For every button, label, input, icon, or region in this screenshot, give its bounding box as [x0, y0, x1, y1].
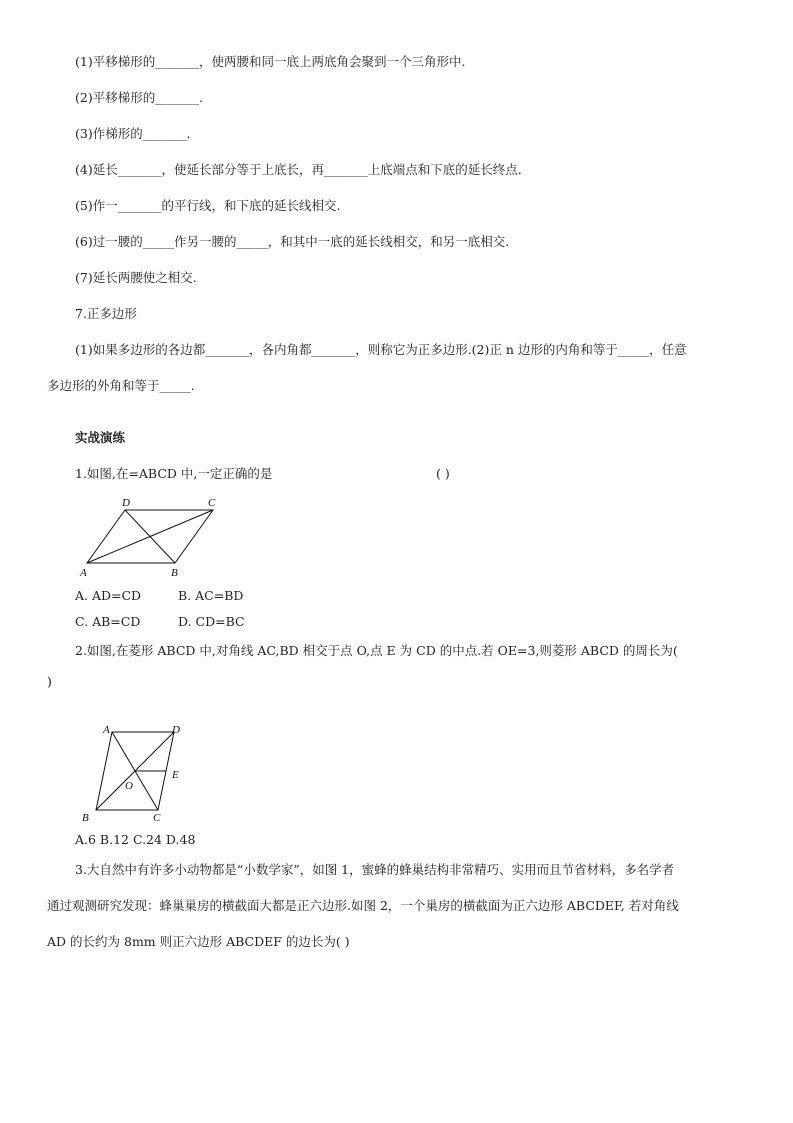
vertex-label-c: C	[153, 812, 161, 824]
trapezoid-method-6: (6)过一腰的_____作另一腰的_____，和其中一底的延长线相交，和另一底相交.	[75, 234, 510, 249]
q2-rhombus-figure	[76, 720, 196, 825]
trapezoid-method-1: (1)平移梯形的_______，使两腰和同一底上两底角会聚到一个三角形中.	[75, 54, 466, 69]
q1-option-d: D. CD=BC	[178, 614, 245, 629]
trapezoid-method-4: (4)延长_______，使延长部分等于上底长，再_______上底端点和下底的延长终点.	[75, 162, 522, 177]
vertex-label-b: B	[82, 812, 89, 824]
vertex-label-c: C	[208, 497, 216, 509]
trapezoid-method-7: (7)延长两腰使之相交.	[75, 270, 197, 285]
trapezoid-method-5: (5)作一_______的平行线，和下底的延长线相交.	[75, 198, 341, 213]
q2-stem-line-1: 2.如图,在菱形 ABCD 中,对角线 AC,BD 相交于点 O,点 E 为 CD 的中点.若 OE=3,则菱形 ABCD 的周长为(	[75, 643, 678, 658]
practice-heading: 实战演练	[75, 430, 126, 445]
trapezoid-method-3: (3)作梯形的_______.	[75, 126, 191, 141]
q1-answer-bracket: ( )	[436, 466, 450, 481]
regular-polygon-line-1: (1)如果多边形的各边都_______，各内角都_______，则称它为正多边形.(2)正 n 边形的内角和等于_____，任意	[75, 342, 687, 357]
vertex-label-b: B	[171, 567, 178, 579]
q1-stem: 1.如图,在=ABCD 中,一定正确的是	[75, 466, 273, 481]
q1-option-b: B. AC=BD	[178, 588, 244, 603]
point-label-e: E	[172, 769, 179, 781]
regular-polygon-line-2: 多边形的外角和等于_____.	[47, 378, 195, 393]
point-label-o: O	[125, 780, 133, 792]
trapezoid-method-2: (2)平移梯形的_______.	[75, 90, 203, 105]
q2-stem-line-2: )	[47, 674, 52, 689]
vertex-label-a: A	[103, 724, 110, 736]
q2-options: A.6 B.12 C.24 D.48	[75, 832, 196, 847]
vertex-label-d: D	[122, 497, 130, 509]
q1-option-c: C. AB=CD	[75, 614, 141, 629]
diagonal-bd	[125, 510, 175, 563]
q1-option-a: A. AD=CD	[75, 588, 142, 603]
section-heading-regular-polygon: 7.正多边形	[75, 306, 137, 321]
vertex-label-a: A	[80, 567, 87, 579]
vertex-label-d: D	[172, 724, 180, 736]
q3-stem-line-3: AD 的长约为 8mm 则正六边形 ABCDEF 的边长为( )	[47, 934, 350, 949]
q1-parallelogram-figure	[70, 494, 260, 584]
q3-stem-line-2: 通过观测研究发现：蜂巢巢房的横截面大都是正六边形.如图 2，一个巢房的横截面为正六边形 ABCDEF, 若对角线	[47, 898, 679, 913]
q3-stem-line-1: 3.大自然中有许多小动物都是“小数学家”，如图 1，蜜蜂的蜂巢结构非常精巧、实用而且节省材料，多名学者	[75, 862, 675, 877]
